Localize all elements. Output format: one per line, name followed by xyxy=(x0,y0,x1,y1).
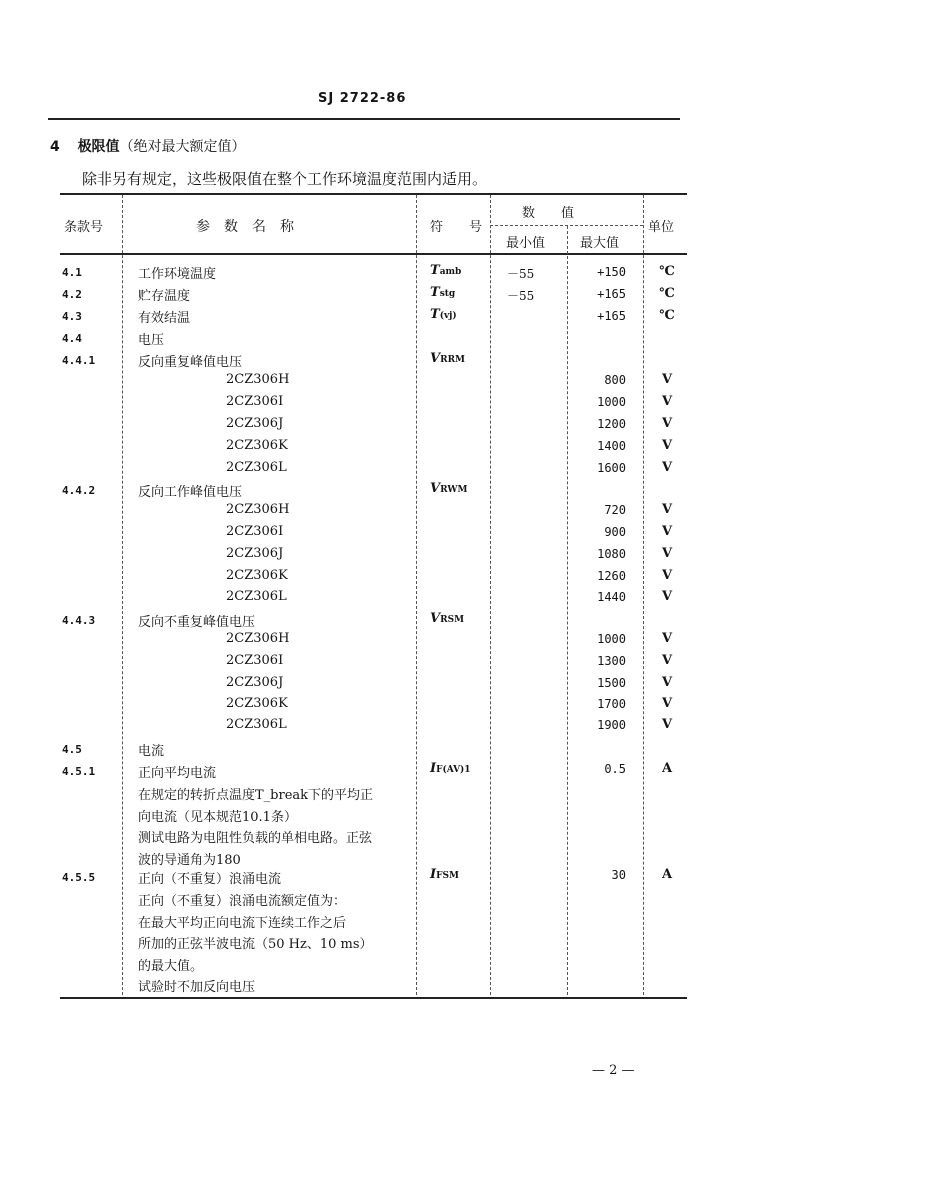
device-type: 2CZ306L xyxy=(226,460,287,475)
col-divider-5 xyxy=(643,195,644,995)
parameter-name: 电压 xyxy=(138,333,165,348)
section-title: 极限值 xyxy=(77,139,120,155)
device-type: 2CZ306I xyxy=(226,524,284,539)
description-line: 测试电路为电阻性负载的单相电路。正弦 xyxy=(138,831,373,846)
device-type: 2CZ306H xyxy=(226,502,290,517)
description-line: 波的导通角为180 xyxy=(138,853,241,868)
max-value: 1300 xyxy=(597,654,626,668)
clause-number: 4.2 xyxy=(62,288,82,301)
header-clause: 条款号 xyxy=(64,220,104,235)
parameter-name: 工作环境温度 xyxy=(138,267,217,282)
max-value: 1700 xyxy=(597,697,626,711)
clause-number: 4.5 xyxy=(62,743,82,756)
device-type: 2CZ306K xyxy=(226,438,288,453)
max-value: +165 xyxy=(597,309,626,323)
unit: V xyxy=(661,416,673,431)
unit: ℃ xyxy=(659,264,675,279)
max-value: 0.5 xyxy=(604,762,626,776)
description-line: 向电流（见本规范10.1条） xyxy=(138,810,297,825)
symbol: Tamb xyxy=(430,263,462,278)
symbol: IFSM xyxy=(430,867,459,882)
header-max: 最大值 xyxy=(580,236,620,251)
clause-number: 4.4.1 xyxy=(62,354,96,367)
parameter-name: 有效结温 xyxy=(138,311,191,326)
clause-number: 4.3 xyxy=(62,310,82,323)
parameter-name: 贮存温度 xyxy=(138,289,191,304)
description-line: 所加的正弦半波电流（50 Hz、10 ms） xyxy=(138,937,373,952)
header-unit: 单位 xyxy=(648,220,675,235)
unit: V xyxy=(661,696,673,711)
header-symbol: 符 号 xyxy=(430,220,483,235)
device-type: 2CZ306J xyxy=(226,416,284,431)
max-value: 1000 xyxy=(597,632,626,646)
max-value: 1600 xyxy=(597,461,626,475)
section-number: 4 xyxy=(50,139,60,155)
intro-text: 除非另有规定，这些极限值在整个工作环境温度范围内适用。 xyxy=(82,170,488,188)
device-type: 2CZ306I xyxy=(226,394,284,409)
description-line: 在最大平均正向电流下连续工作之后 xyxy=(138,916,347,931)
clause-number: 4.4.2 xyxy=(62,484,96,497)
device-type: 2CZ306I xyxy=(226,653,284,668)
device-type: 2CZ306J xyxy=(226,675,284,690)
max-value: +165 xyxy=(597,287,626,301)
device-type: 2CZ306J xyxy=(226,546,284,561)
max-value: 1080 xyxy=(597,547,626,561)
unit: ℃ xyxy=(659,308,675,323)
description-line: 的最大值。 xyxy=(138,959,204,974)
device-type: 2CZ306K xyxy=(226,568,288,583)
col-divider-3 xyxy=(490,195,491,995)
col-divider-1 xyxy=(122,195,123,995)
parameter-name: 电流 xyxy=(138,744,165,759)
header-parameter: 参 数 名 称 xyxy=(196,219,294,235)
symbol: VRSM xyxy=(430,611,465,626)
section-subtitle: （绝对最大额定值） xyxy=(119,139,246,155)
unit: A xyxy=(661,867,673,882)
max-value: 800 xyxy=(604,373,626,387)
symbol: Tstg xyxy=(430,285,456,300)
max-value: 1260 xyxy=(597,569,626,583)
header-rule xyxy=(48,118,680,120)
clause-number: 4.1 xyxy=(62,266,82,279)
max-value: 30 xyxy=(611,868,626,882)
parameter-name: 反向不重复峰值电压 xyxy=(138,615,256,630)
header-value: 数 值 xyxy=(522,206,575,221)
section-heading xyxy=(50,136,246,156)
unit: V xyxy=(661,653,673,668)
unit: V xyxy=(661,394,673,409)
max-value: 1500 xyxy=(597,676,626,690)
symbol: T(vj) xyxy=(430,307,457,322)
col-divider-4 xyxy=(567,226,568,995)
table-top-rule xyxy=(60,193,687,195)
description-line: 在规定的转折点温度T_break下的平均正 xyxy=(138,788,374,803)
clause-number: 4.4 xyxy=(62,332,82,345)
symbol: IF(AV)1 xyxy=(430,761,471,776)
unit: V xyxy=(661,460,673,475)
table-bottom-rule xyxy=(60,997,687,999)
unit: V xyxy=(661,502,673,517)
unit: V xyxy=(661,546,673,561)
description-line: 正向（不重复）浪涌电流额定值为： xyxy=(138,894,347,909)
symbol: VRRM xyxy=(430,351,466,366)
table-header-rule xyxy=(60,253,687,255)
unit: V xyxy=(661,631,673,646)
header-min: 最小值 xyxy=(506,236,546,251)
max-value: 1440 xyxy=(597,590,626,604)
max-value: 1200 xyxy=(597,417,626,431)
min-value: －55 xyxy=(507,289,535,303)
clause-number: 4.5.1 xyxy=(62,765,96,778)
unit: A xyxy=(661,761,673,776)
clause-number: 4.4.3 xyxy=(62,614,96,627)
unit: V xyxy=(661,438,673,453)
max-value: +150 xyxy=(597,265,626,279)
max-value: 1000 xyxy=(597,395,626,409)
page-number: — 2 — xyxy=(592,1063,635,1078)
col-divider-2 xyxy=(416,195,417,995)
unit: V xyxy=(661,717,673,732)
unit: V xyxy=(661,675,673,690)
max-value: 1900 xyxy=(597,718,626,732)
clause-number: 4.5.5 xyxy=(62,871,96,884)
parameter-name: 正向平均电流 xyxy=(138,766,217,781)
unit: V xyxy=(661,589,673,604)
max-value: 720 xyxy=(604,503,626,517)
parameter-name: 正向（不重复）浪涌电流 xyxy=(138,872,282,887)
unit: V xyxy=(661,568,673,583)
max-value: 1400 xyxy=(597,439,626,453)
document-code: SJ 2722-86 xyxy=(318,91,407,106)
min-value: －55 xyxy=(507,267,535,281)
device-type: 2CZ306L xyxy=(226,717,287,732)
device-type: 2CZ306H xyxy=(226,631,290,646)
symbol: VRWM xyxy=(430,481,468,496)
device-type: 2CZ306K xyxy=(226,696,288,711)
unit: V xyxy=(661,372,673,387)
description-line: 试验时不加反向电压 xyxy=(138,980,256,995)
max-value: 900 xyxy=(604,525,626,539)
unit: V xyxy=(661,524,673,539)
device-type: 2CZ306L xyxy=(226,589,287,604)
unit: ℃ xyxy=(659,286,675,301)
parameter-name: 反向重复峰值电压 xyxy=(138,355,243,370)
parameter-name: 反向工作峰值电压 xyxy=(138,485,243,500)
device-type: 2CZ306H xyxy=(226,372,290,387)
